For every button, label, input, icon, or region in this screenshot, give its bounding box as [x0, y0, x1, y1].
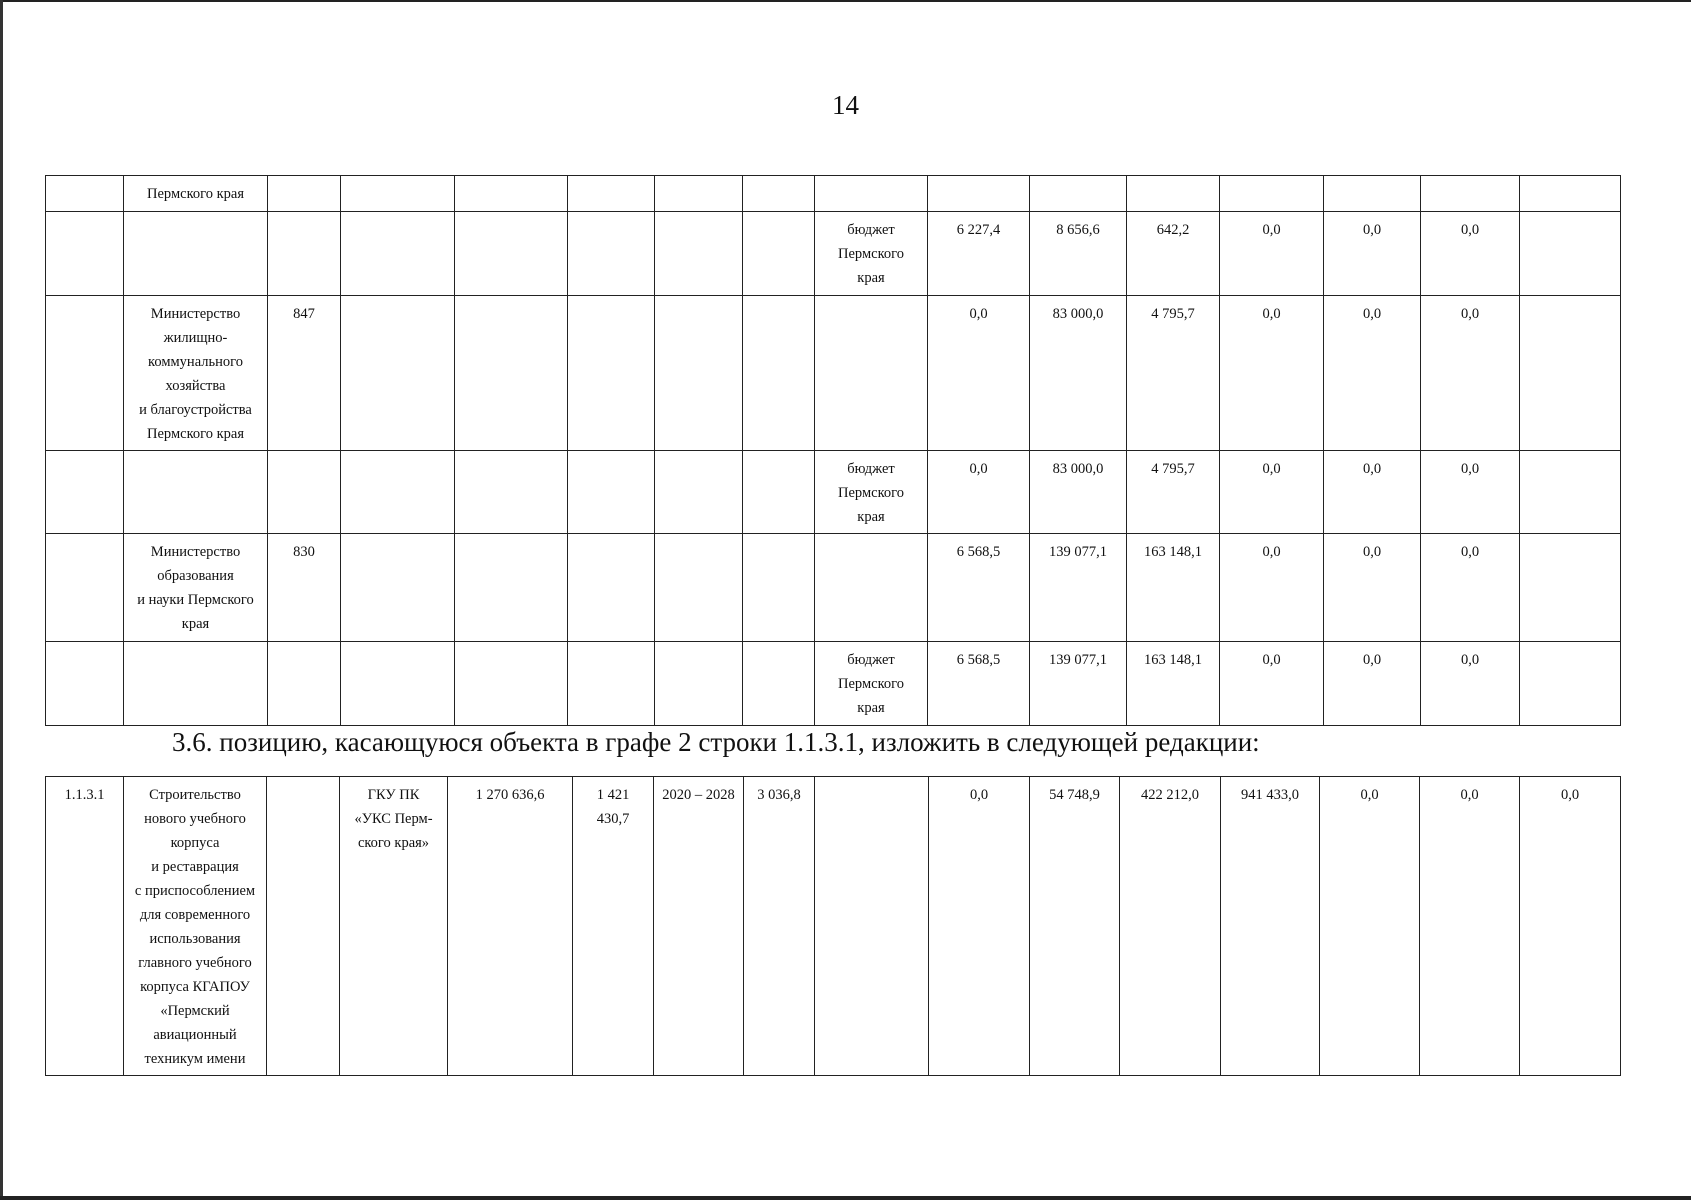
table-cell [743, 176, 815, 212]
table-cell-value: 0,0 [1324, 212, 1421, 296]
table-cell-name: Министерство образования и науки Пермского края [124, 534, 268, 642]
table-cell-value: 0,0 [1324, 296, 1421, 451]
table-cell [743, 296, 815, 451]
table-cell-value: 163 148,1 [1127, 642, 1220, 726]
table-cell-value: 0,0 [1421, 296, 1520, 451]
table-cell-value: 6 227,4 [928, 212, 1030, 296]
table-cell-value: 139 077,1 [1030, 534, 1127, 642]
table-cell-value: 0,0 [1420, 777, 1520, 1076]
section-heading: 3.6. позицию, касающуюся объекта в графе 2 строки 1.1.3.1, изложить в следующей редакции: [172, 727, 1260, 757]
table-cell-value: 0,0 [1421, 642, 1520, 726]
table-cell [455, 296, 568, 451]
table-cell-value: 0,0 [1220, 212, 1324, 296]
table-cell-code [268, 212, 341, 296]
table-cell-value: 0,0 [1320, 777, 1420, 1076]
implementation-period: 2020 – 2028 [654, 777, 744, 1076]
table-cell-value: 4 795,7 [1127, 451, 1220, 534]
table-cell-value: 139 077,1 [1030, 642, 1127, 726]
table-row [46, 176, 1621, 212]
table-cell-source [815, 534, 928, 642]
object-name: Строительство нового учебного корпуса и реставрация с приспособлением для современного использования главного учебного корпуса КГАПОУ «Пермский авиационный техникум имени [124, 777, 267, 1076]
table-cell [655, 176, 743, 212]
table-cell-number [46, 176, 124, 212]
table-cell-number [46, 451, 124, 534]
table-cell [655, 451, 743, 534]
table-cell-number [46, 642, 124, 726]
page-left-border [0, 0, 3, 1200]
table-cell-value: 0,0 [1220, 534, 1324, 642]
table-cell-value: 163 148,1 [1127, 534, 1220, 642]
table-cell [455, 176, 568, 212]
table-row [46, 777, 1621, 1076]
table-cell-value [1127, 176, 1220, 212]
table-cell-value [1030, 176, 1127, 212]
table-cell-source: бюджет Пермского края [815, 212, 928, 296]
table-cell [568, 451, 655, 534]
table-cell-value: 0,0 [1421, 451, 1520, 534]
table-cell-value: 83 000,0 [1030, 451, 1127, 534]
table-cell-name: Министерство жилищно- коммунального хозяйства и благоустройства Пермского края [124, 296, 268, 451]
table-row [46, 451, 1621, 534]
table-cell-value: 0,0 [1324, 534, 1421, 642]
table-cell [1520, 451, 1621, 534]
table-cell-value [1324, 176, 1421, 212]
table-cell-value: 0,0 [1220, 451, 1324, 534]
table-cell-code: 830 [268, 534, 341, 642]
table-cell [568, 642, 655, 726]
table-cell [655, 212, 743, 296]
table-cell-value: 4 795,7 [1127, 296, 1220, 451]
table-cell [1520, 534, 1621, 642]
table-cell [267, 777, 340, 1076]
table-row [46, 212, 1621, 296]
page-bottom-border [0, 1196, 1691, 1200]
table-cell-name: Пермского края [124, 176, 268, 212]
table-cell [341, 451, 455, 534]
table-cell-code [268, 642, 341, 726]
table-cell [455, 534, 568, 642]
table-cell [568, 176, 655, 212]
table-row [46, 534, 1621, 642]
table-cell [455, 212, 568, 296]
table-cell-value: 6 568,5 [928, 534, 1030, 642]
table-cell-code [268, 451, 341, 534]
table-cell-value: 0,0 [928, 451, 1030, 534]
table-row [46, 642, 1621, 726]
table-cell-value: 0,0 [1421, 212, 1520, 296]
table-cell [1520, 212, 1621, 296]
table-cell-value: 0,0 [1520, 777, 1621, 1076]
table-cell-value: 0,0 [1220, 296, 1324, 451]
table-cell-code: 847 [268, 296, 341, 451]
table-cell-value: 1 270 636,6 [448, 777, 573, 1076]
table-cell-value: 0,0 [1421, 534, 1520, 642]
table-cell-name [124, 451, 268, 534]
table-cell [341, 212, 455, 296]
table-cell-number [46, 534, 124, 642]
table-cell-value: 6 568,5 [928, 642, 1030, 726]
table-cell-source [815, 296, 928, 451]
table-cell-name [124, 212, 268, 296]
table-cell-value: 3 036,8 [744, 777, 815, 1076]
table-cell [341, 642, 455, 726]
table-cell [341, 176, 455, 212]
table-cell [655, 534, 743, 642]
table-cell-value: 83 000,0 [1030, 296, 1127, 451]
table-cell-number [46, 296, 124, 451]
table-cell [1520, 176, 1621, 212]
table-cell [743, 212, 815, 296]
table-cell-source: бюджет Пермского края [815, 642, 928, 726]
table-cell-value: 54 748,9 [1030, 777, 1120, 1076]
table-cell-value: 0,0 [1220, 642, 1324, 726]
table-cell-value: 0,0 [929, 777, 1030, 1076]
page-top-border [0, 0, 1691, 2]
table-cell [655, 642, 743, 726]
table-cell-value: 0,0 [1324, 451, 1421, 534]
table-cell-value: 941 433,0 [1221, 777, 1320, 1076]
table-row [46, 296, 1621, 451]
table-cell-value: 642,2 [1127, 212, 1220, 296]
table-cell [455, 451, 568, 534]
table-cell-value [1421, 176, 1520, 212]
table-cell [568, 534, 655, 642]
table-cell-source [815, 176, 928, 212]
table-cell [743, 451, 815, 534]
table-cell-code [268, 176, 341, 212]
table-cell [341, 296, 455, 451]
table-cell [455, 642, 568, 726]
table-cell-value: 422 212,0 [1120, 777, 1221, 1076]
table-cell-source [815, 777, 929, 1076]
table-cell-value: 8 656,6 [1030, 212, 1127, 296]
top-financing-table [45, 175, 1621, 726]
table-cell [743, 534, 815, 642]
table-cell-value: 1 421 430,7 [573, 777, 654, 1076]
table-cell [743, 642, 815, 726]
table-cell-value [1220, 176, 1324, 212]
row-code: 1.1.3.1 [46, 777, 124, 1076]
table-cell-value: 0,0 [1324, 642, 1421, 726]
table-cell-source: бюджет Пермского края [815, 451, 928, 534]
object-position-table [45, 776, 1621, 1076]
table-cell-name [124, 642, 268, 726]
table-cell [341, 534, 455, 642]
table-cell-value [928, 176, 1030, 212]
executor: ГКУ ПК «УКС Перм- ского края» [340, 777, 448, 1076]
table-cell [568, 296, 655, 451]
table-cell [1520, 642, 1621, 726]
page-number: 14 [832, 90, 859, 120]
table-cell-value: 0,0 [928, 296, 1030, 451]
table-cell-number [46, 212, 124, 296]
table-cell [655, 296, 743, 451]
table-cell [1520, 296, 1621, 451]
table-cell [568, 212, 655, 296]
